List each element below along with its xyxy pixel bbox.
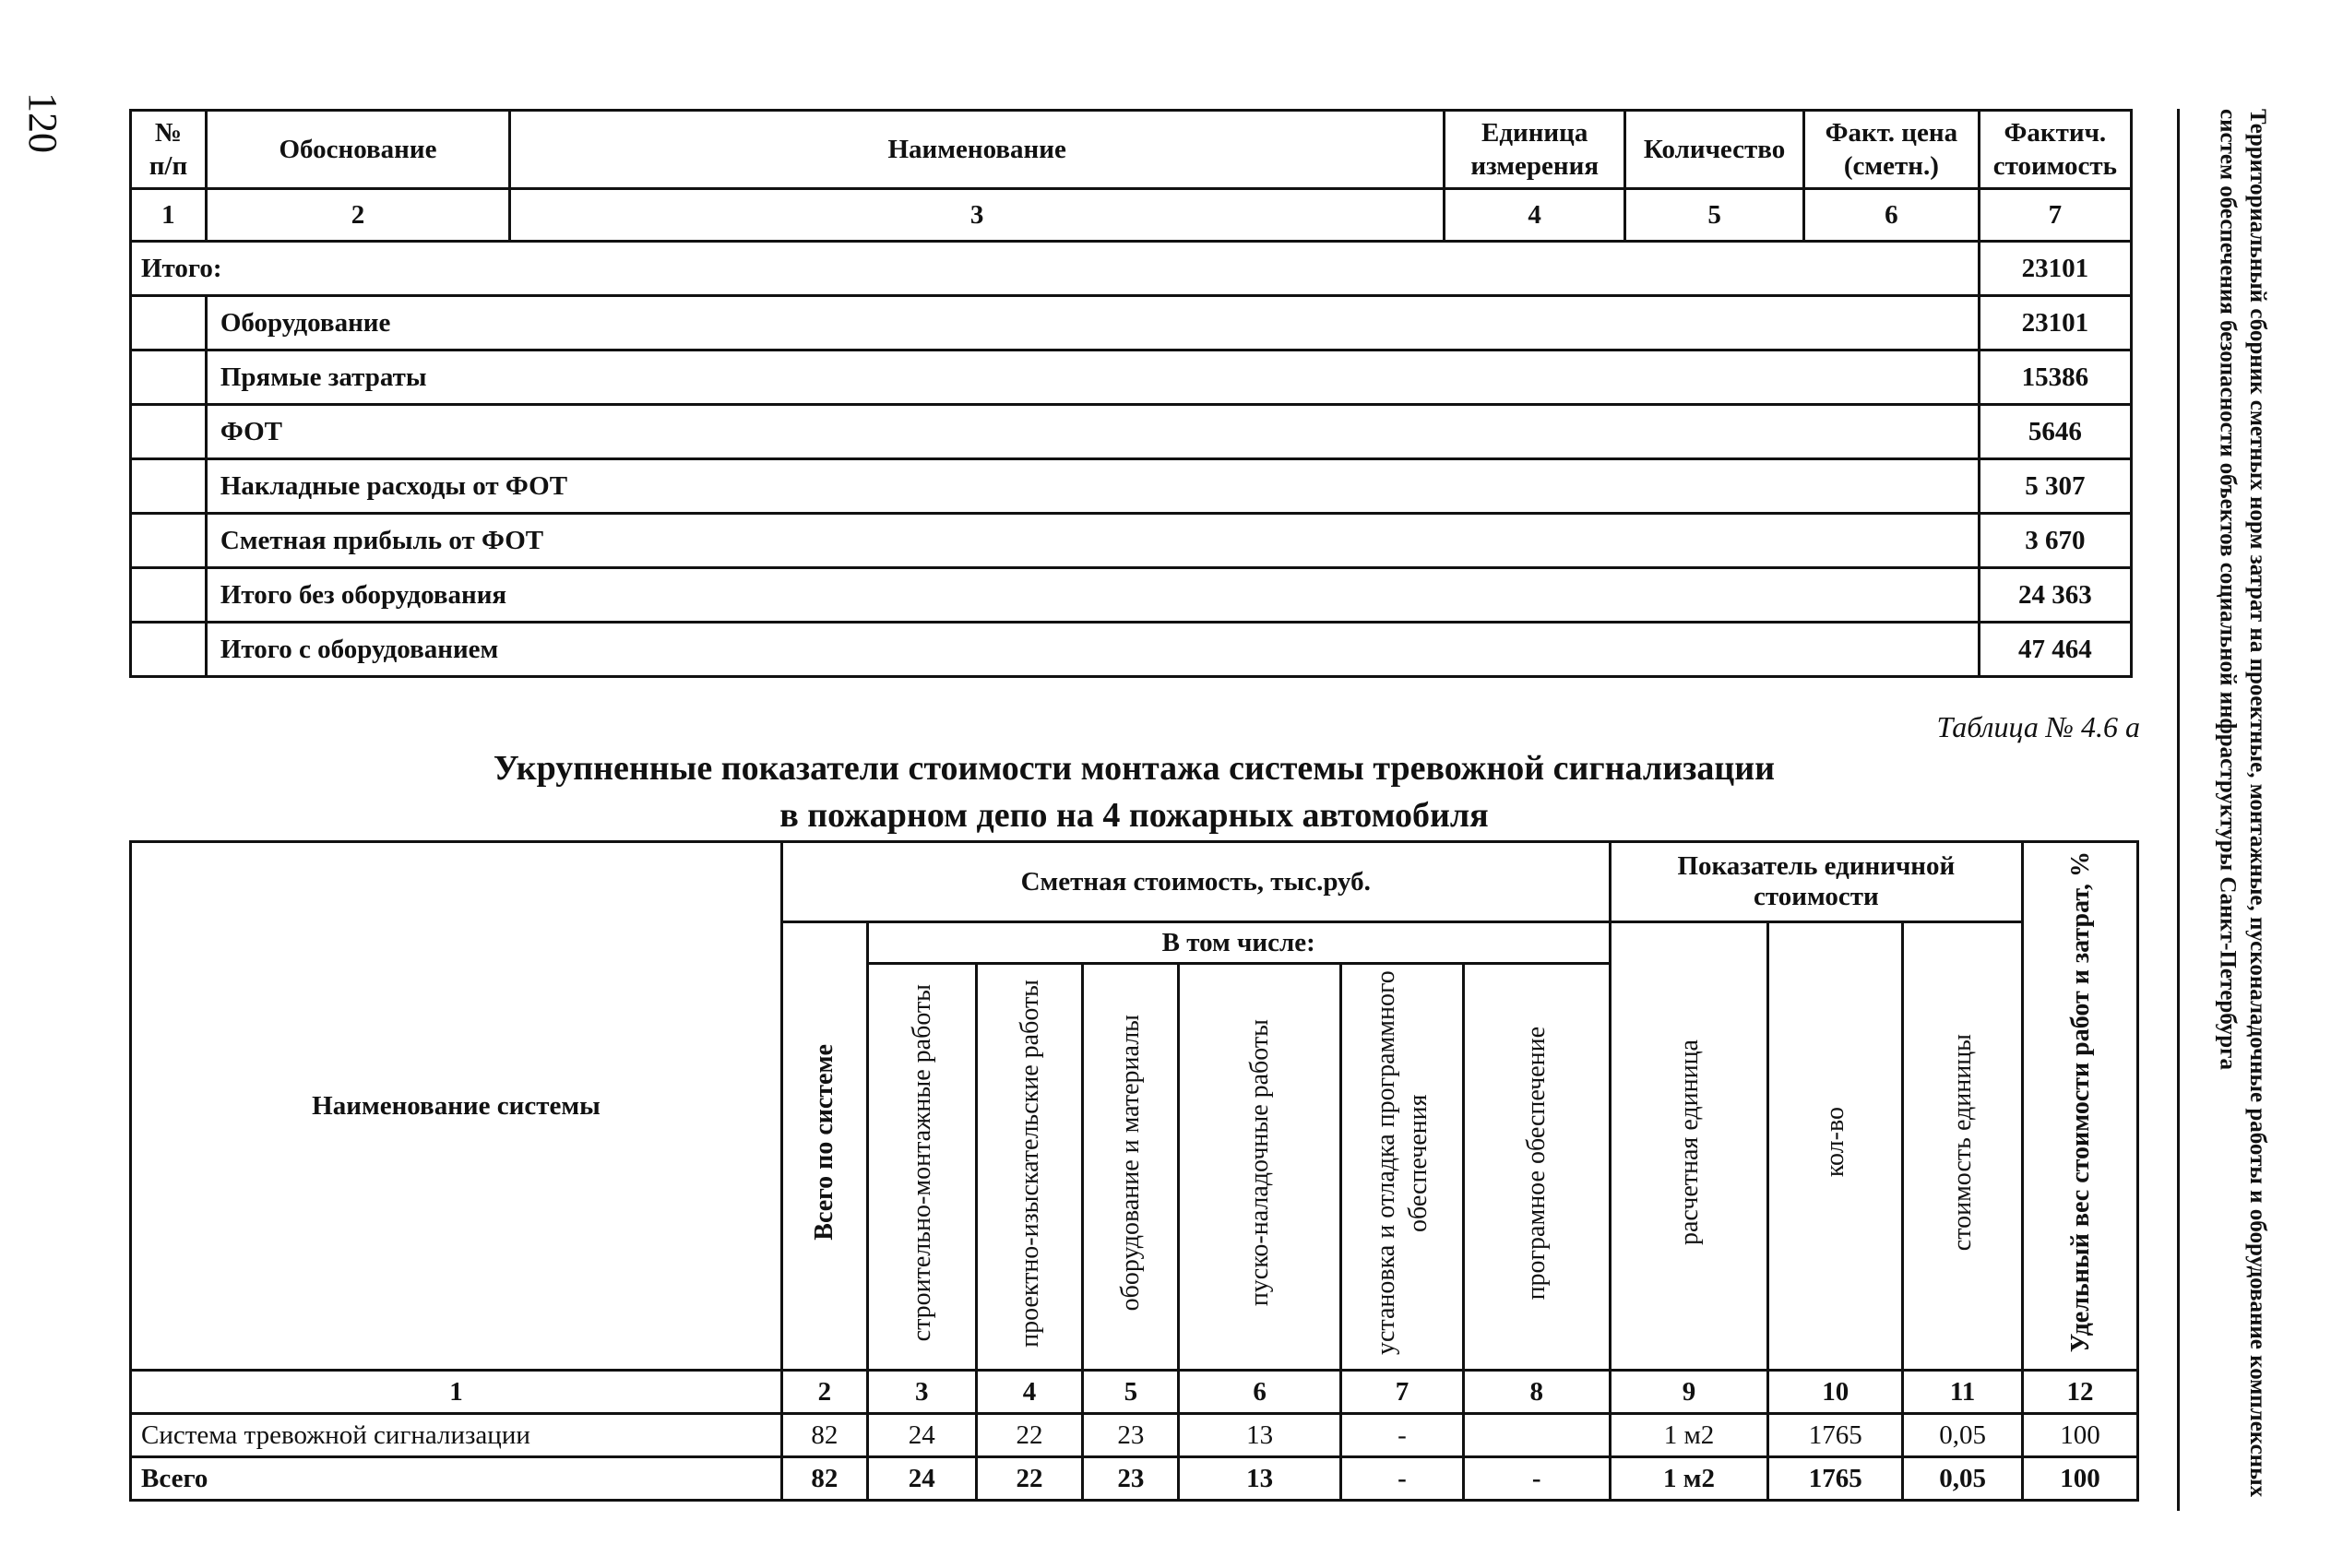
t2-cell: 22 — [976, 1414, 1083, 1457]
t2-cell: 23 — [1083, 1414, 1179, 1457]
table-number: Таблица № 4.6 а — [1936, 710, 2140, 743]
t2-cell: Всего — [131, 1457, 782, 1501]
t2-header-including: В том числе: — [867, 922, 1610, 964]
t1-header-unit: Единица измерения — [1445, 111, 1625, 189]
table-row — [131, 514, 2132, 568]
t2-header-software: програмное обеспечение — [1463, 964, 1610, 1371]
t2-header-commissioning: пуско-наладочные работы — [1179, 964, 1341, 1371]
table-row — [131, 405, 2132, 459]
t1-colnum: 4 — [1445, 189, 1625, 242]
side-header: Территориальный сборник сметных норм затрат на проектные, монтажные, пусконаладочные работы и оборудование комплексных систем обеспечения безопасности объектов социальной инфраструктуры Санкт-Петербурга — [2177, 109, 2272, 1511]
t2-colnum: 8 — [1463, 1371, 1610, 1414]
t2-header-equipment: оборудование и материалы — [1083, 964, 1179, 1371]
t1-header-cost: Фактич. стоимость — [1979, 111, 2131, 189]
t1-colnum: 7 — [1979, 189, 2131, 242]
table-row — [131, 459, 2132, 514]
t2-colnum: 3 — [867, 1371, 976, 1414]
t2-colnum: 12 — [2023, 1371, 2138, 1414]
table-row — [131, 623, 2132, 677]
t2-cell: 13 — [1179, 1414, 1341, 1457]
t1-row-value: 47 464 — [1979, 623, 2131, 677]
table-row — [131, 296, 2132, 350]
t2-colnum: 7 — [1341, 1371, 1464, 1414]
t1-header-basis: Обоснование — [206, 111, 509, 189]
t1-row-value: 5646 — [1979, 405, 2131, 459]
t2-colnum: 6 — [1179, 1371, 1341, 1414]
page-number: 120 — [20, 92, 65, 153]
t2-cell: 24 — [867, 1414, 976, 1457]
t1-header-num: № п/п — [131, 111, 207, 189]
t2-header-unit: расчетная единица — [1610, 922, 1768, 1371]
title-line-1: Укрупненные показатели стоимости монтажа системы тревожной сигнализации — [493, 749, 1776, 788]
t2-cell: 100 — [2023, 1414, 2138, 1457]
t2-cell: 1 м2 — [1610, 1414, 1768, 1457]
t2-cell: 1765 — [1768, 1414, 1903, 1457]
t1-row-value: 15386 — [1979, 350, 2131, 405]
t2-colnum: 1 — [131, 1371, 782, 1414]
t1-header-price: Факт. цена (сметн.) — [1804, 111, 1980, 189]
t2-colnum: 2 — [781, 1371, 867, 1414]
t2-header-unit-cost: стоимость единицы — [1903, 922, 2023, 1371]
t1-row-label: Итого с оборудованием — [206, 623, 1979, 677]
t1-header-name: Наименование — [510, 111, 1445, 189]
t2-colnum: 5 — [1083, 1371, 1179, 1414]
t1-row-label: Итого без оборудования — [206, 568, 1979, 623]
t2-cell: 22 — [976, 1457, 1083, 1501]
t1-row-value: 3 670 — [1979, 514, 2131, 568]
t1-row-label: Сметная прибыль от ФОТ — [206, 514, 1979, 568]
table-row — [131, 568, 2132, 623]
t2-cell: Система тревожной сигнализации — [131, 1414, 782, 1457]
t1-row-label: Прямые затраты — [206, 350, 1979, 405]
t1-row-label: Оборудование — [206, 296, 1979, 350]
t2-header-design: проектно-изыскательские работы — [976, 964, 1083, 1371]
table-row — [131, 1457, 2138, 1501]
t1-colnum: 6 — [1804, 189, 1980, 242]
table-costs-summary — [129, 109, 2133, 678]
t2-header-total: Всего по системе — [781, 922, 867, 1371]
table-row — [131, 1414, 2138, 1457]
t2-header-share: Удельный вес стоимости работ и затрат, % — [2023, 842, 2138, 1371]
t2-cell: - — [1463, 1457, 1610, 1501]
table-alarm-system-costs — [129, 840, 2139, 1502]
t1-colnum: 5 — [1625, 189, 1804, 242]
t2-colnum: 10 — [1768, 1371, 1903, 1414]
t2-colnum: 11 — [1903, 1371, 2023, 1414]
t1-colnum: 3 — [510, 189, 1445, 242]
t1-header-qty: Количество — [1625, 111, 1804, 189]
t1-colnum: 2 — [206, 189, 509, 242]
t2-cell: - — [1341, 1457, 1464, 1501]
t1-colnum: 1 — [131, 189, 207, 242]
t1-row-label: ФОТ — [206, 405, 1979, 459]
t1-row-label: Накладные расходы от ФОТ — [206, 459, 1979, 514]
t1-row-value: 23101 — [1979, 296, 2131, 350]
t2-cell: 82 — [781, 1414, 867, 1457]
t1-total-value: 23101 — [1979, 242, 2131, 296]
t2-cell: 100 — [2023, 1457, 2138, 1501]
t1-row-value: 5 307 — [1979, 459, 2131, 514]
section-title — [129, 745, 2139, 840]
t2-cell: 1 м2 — [1610, 1457, 1768, 1501]
t2-cell: 1765 — [1768, 1457, 1903, 1501]
t2-header-sw-install: установка и отладка программного обеспечения — [1341, 964, 1464, 1371]
t2-header-cost-group: Сметная стоимость, тыс.руб. — [781, 842, 1610, 922]
t2-cell: 23 — [1083, 1457, 1179, 1501]
t1-row-value: 24 363 — [1979, 568, 2131, 623]
table-row — [131, 350, 2132, 405]
t2-header-unit-group: Показатель единичной стоимости — [1610, 842, 2022, 922]
title-line-2: в пожарном депо на 4 пожарных автомобиля — [779, 796, 1489, 836]
t2-header-construction: строительно-монтажные работы — [867, 964, 976, 1371]
t2-cell: - — [1341, 1414, 1464, 1457]
t2-cell: 82 — [781, 1457, 867, 1501]
t2-header-system-name: Наименование системы — [131, 842, 782, 1371]
t1-total-label: Итого: — [131, 242, 1980, 296]
t2-cell: 0,05 — [1903, 1457, 2023, 1501]
t2-cell: 0,05 — [1903, 1414, 2023, 1457]
t2-colnum: 4 — [976, 1371, 1083, 1414]
t2-cell: 13 — [1179, 1457, 1341, 1501]
t2-cell — [1463, 1414, 1610, 1457]
t2-cell: 24 — [867, 1457, 976, 1501]
t2-header-qty: кол-во — [1768, 922, 1903, 1371]
t2-colnum: 9 — [1610, 1371, 1768, 1414]
